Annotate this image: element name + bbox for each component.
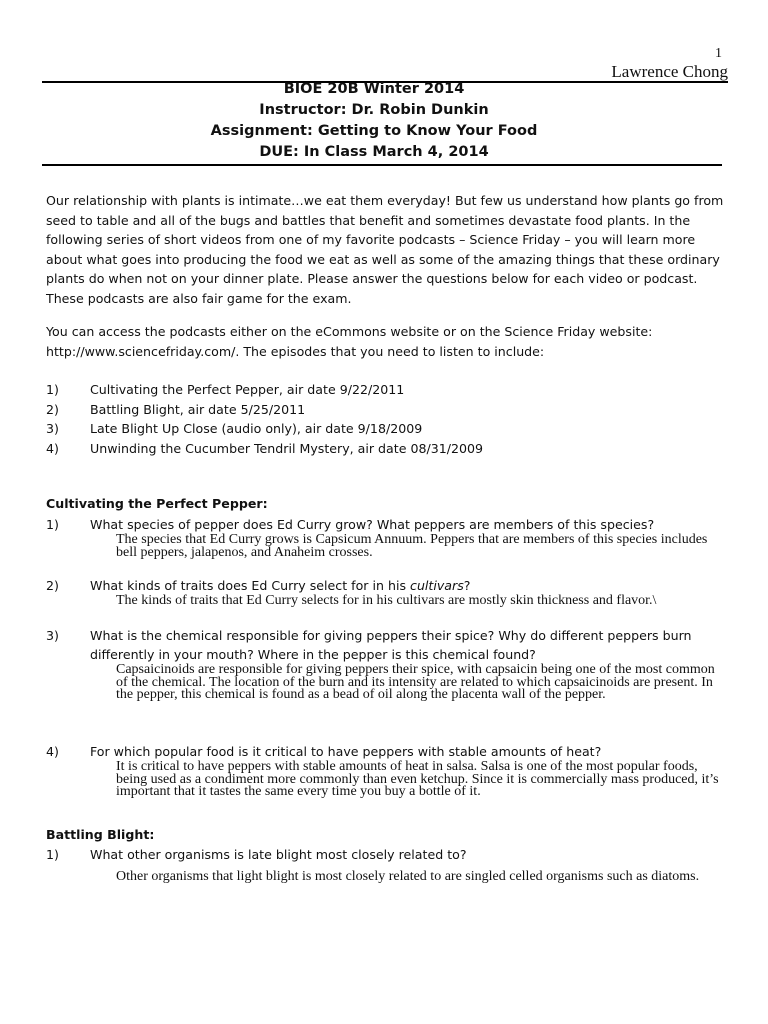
access-paragraph: You can access the podcasts either on the eCommons website or on the Science Friday website: http://www.sciencefriday.com/. The episodes that you need to listen to include: (46, 324, 653, 359)
question-number: 2) (46, 578, 59, 593)
instructor-line: Instructor: Dr. Robin Dunkin (259, 102, 489, 118)
course-title: BIOE 20B Winter 2014 (283, 81, 465, 97)
list-item (46, 380, 483, 400)
italic-term: cultivars (410, 578, 464, 593)
question-block (46, 845, 736, 887)
question-block (46, 742, 736, 799)
list-number: 4) (46, 440, 59, 456)
question-text: What species of pepper does Ed Curry grow? What peppers are members of this species? (90, 517, 655, 532)
question-number: 4) (46, 744, 59, 759)
answer-text: The species that Ed Curry grows is Capsicum Annuum. Peppers that are members of this species includes bell peppers, jalapenos, and Anaheim crosses. (116, 532, 708, 560)
page-number: 1 (715, 46, 722, 61)
question-block (46, 576, 736, 608)
list-item (46, 439, 483, 459)
question-text: What kinds of traits does Ed Curry select for in his cultivars? (90, 578, 471, 593)
episode-title: Late Blight Up Close (audio only), air date 9/18/2009 (90, 421, 423, 436)
header-bottom-rule (42, 164, 722, 166)
question-text: For which popular food is it critical to have peppers with stable amounts of heat? (90, 744, 602, 759)
episode-title: Battling Blight, air date 5/25/2011 (90, 401, 306, 417)
answer-text: Capsaicinoids are responsible for giving peppers their spice, with capsaicin being one of the most common of the chemical. The location of the burn and its intensity are related to which capsaicinoids are present. In the pepper, this chemical is found as a bead of oil along the placenta wall of the pepper. (116, 662, 715, 702)
answer-text: The kinds of traits that Ed Curry selects for in his cultivars are mostly skin thickness and flavor.\ (116, 593, 657, 608)
answer-text: It is critical to have peppers with stable amounts of heat in salsa. Salsa is one of the most popular foods, being used as a condiment more commonly than even ketchup. Since it is commercially mass produced, it’s important that it tastes the same every time you buy a bottle of it. (116, 759, 719, 799)
assignment-header (0, 79, 768, 163)
question-number: 1) (46, 517, 59, 532)
list-number: 2) (46, 401, 59, 417)
question-number: 3) (46, 628, 59, 643)
question-block (46, 626, 736, 702)
question-text: What other organisms is late blight most closely related to? (90, 847, 467, 862)
section-title-blight: Battling Blight: (46, 827, 155, 842)
section-title-pepper: Cultivating the Perfect Pepper: (46, 496, 268, 511)
list-number: 1) (46, 382, 59, 397)
assignment-title: Assignment: Getting to Know Your Food (210, 123, 538, 139)
question-block (46, 515, 736, 559)
list-item (46, 419, 483, 439)
list-item (46, 400, 483, 420)
episode-title: Unwinding the Cucumber Tendril Mystery, air date 08/31/2009 (90, 440, 484, 456)
list-number: 3) (46, 421, 59, 436)
question-text: What is the chemical responsible for giving peppers their spice? Why do different peppers burn differently in your mouth? Where in the pepper is this chemical found? (90, 628, 692, 662)
episode-title: Cultivating the Perfect Pepper, air date 9/22/2011 (90, 382, 405, 397)
student-name: Lawrence Chong (611, 62, 728, 81)
intro-paragraph: Our relationship with plants is intimate…we eat them everyday! But few us understand how plants go from seed to table and all of the bugs and battles that benefit and sometimes devastate food plants. In the following series of short videos from one of my favorite podcasts – Science Friday – you will learn more about what goes into producing the food we eat as well as some of the amazing things that these ordinary plants do when not on your dinner plate. Please answer the questions below for each video or podcast. These podcasts are also fair game for the exam. (46, 193, 724, 306)
episode-list (46, 380, 483, 458)
question-number: 1) (46, 847, 59, 862)
answer-text: Other organisms that light blight is most closely related to are singled celled organisms such as diatoms. (116, 869, 700, 884)
due-date: DUE: In Class March 4, 2014 (259, 144, 489, 160)
